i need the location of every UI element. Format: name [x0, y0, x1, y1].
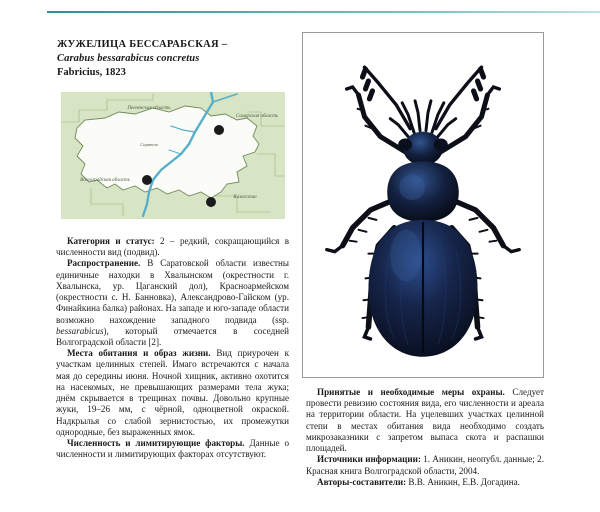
- paragraph-authors: [306, 477, 544, 488]
- species-latin-name: Carabus bessarabicus concretus: [57, 52, 200, 64]
- numbers-lead: Численность и лимитирующие факторы.: [67, 437, 245, 448]
- sources-body: 1. Аникин, неопубл. данные; 2. Красная книга Волгоградской области, 2004.: [306, 454, 544, 476]
- paragraph-protection: [306, 387, 544, 454]
- map-point-aleksandrovo-gaysky: [206, 197, 216, 207]
- numbers-body: Данные о численности и лимитирующих факторах отсутствуют.: [56, 437, 289, 460]
- species-common-name: ЖУЖЕЛИЦА БЕССАРАБСКАЯ –: [57, 39, 228, 50]
- distribution-map: [61, 92, 285, 219]
- map-point-krasnoarmeysky: [142, 175, 152, 185]
- map-label-kazakhstan: Казахстан: [233, 195, 257, 200]
- right-text-column: [306, 387, 544, 488]
- header-rule: [47, 11, 600, 13]
- beetle-elytra-highlight: [390, 230, 422, 282]
- habitat-body: Вид приурочен к участкам целинных степей. Имаго встречаются с начала мая до середины июня. Ночной хищник, активно охотится на насекомых, не превышающих размерами тела жука; днём скрывается в трещинах почвы. Довольно крупные жуки, 19–26 мм, с чёрной, одноцветной окраской. Надкрылья со слабой зернистостью, их промежутки однородные, без выраженных ямок.: [56, 348, 289, 437]
- left-text-column: [56, 236, 289, 460]
- species-photo: [302, 32, 544, 378]
- distribution-body-1: В Саратовской области известны единичные находки в Хвалынском (окрестности г. Хвалынска, ур. Цаганский дол), Красноармейском (окрестности с. Н. Банновка), Александрово-Гайском (ур. Финайкина балка) районах. На западе и юго-западе области возможно нахождение западного подвида (ssp.: [56, 258, 289, 325]
- paragraph-category: [56, 236, 289, 258]
- distribution-subspecies-latin: bessarabicus: [56, 325, 104, 336]
- protection-body: Следует провести ревизию состояния вида, его численности и ареала на территории области. На уцелевших участках целинной степи в местах обитания вида необходимо создать микрозаказники с запретом выпаса скота и распашки площадей.: [306, 387, 545, 454]
- species-title-block: [57, 38, 289, 80]
- paragraph-numbers: [56, 438, 289, 460]
- beetle-illustration: [303, 33, 543, 377]
- map-point-khvalynsky: [214, 125, 224, 135]
- category-lead: Категория и статус:: [67, 236, 155, 246]
- species-author-year: Fabricius, 1823: [57, 66, 126, 78]
- protection-lead: Принятые и необходимые меры охраны.: [317, 387, 505, 397]
- sources-lead: Источники информации:: [317, 454, 421, 465]
- map-label-volgograd: Волгоградская область: [80, 178, 130, 183]
- map-label-samara: Самарская область: [235, 114, 279, 119]
- category-body: 2 – редкий, сокращающийся в численности вид (подвид).: [56, 236, 289, 258]
- distribution-body-2: ), который отмечается в соседней Волгоградской области [2].: [56, 325, 289, 347]
- authors-lead: Авторы-составители:: [317, 476, 407, 487]
- distribution-lead: Распространение.: [67, 258, 141, 269]
- paragraph-habitat: [56, 348, 289, 438]
- map-label-saratov-city: Саратов: [140, 142, 158, 147]
- beetle-eye-left: [398, 139, 412, 151]
- map-graphic: [61, 92, 285, 219]
- habitat-lead: Места обитания и образ жизни.: [67, 348, 211, 359]
- beetle-pronotum-highlight: [399, 174, 425, 200]
- paragraph-sources: [306, 454, 544, 476]
- paragraph-distribution: [56, 258, 289, 348]
- authors-body: В.В. Аникин, Е.В. Догадина.: [406, 476, 520, 487]
- map-label-penza: Пензенская область: [127, 106, 171, 111]
- beetle-eye-right: [434, 139, 448, 151]
